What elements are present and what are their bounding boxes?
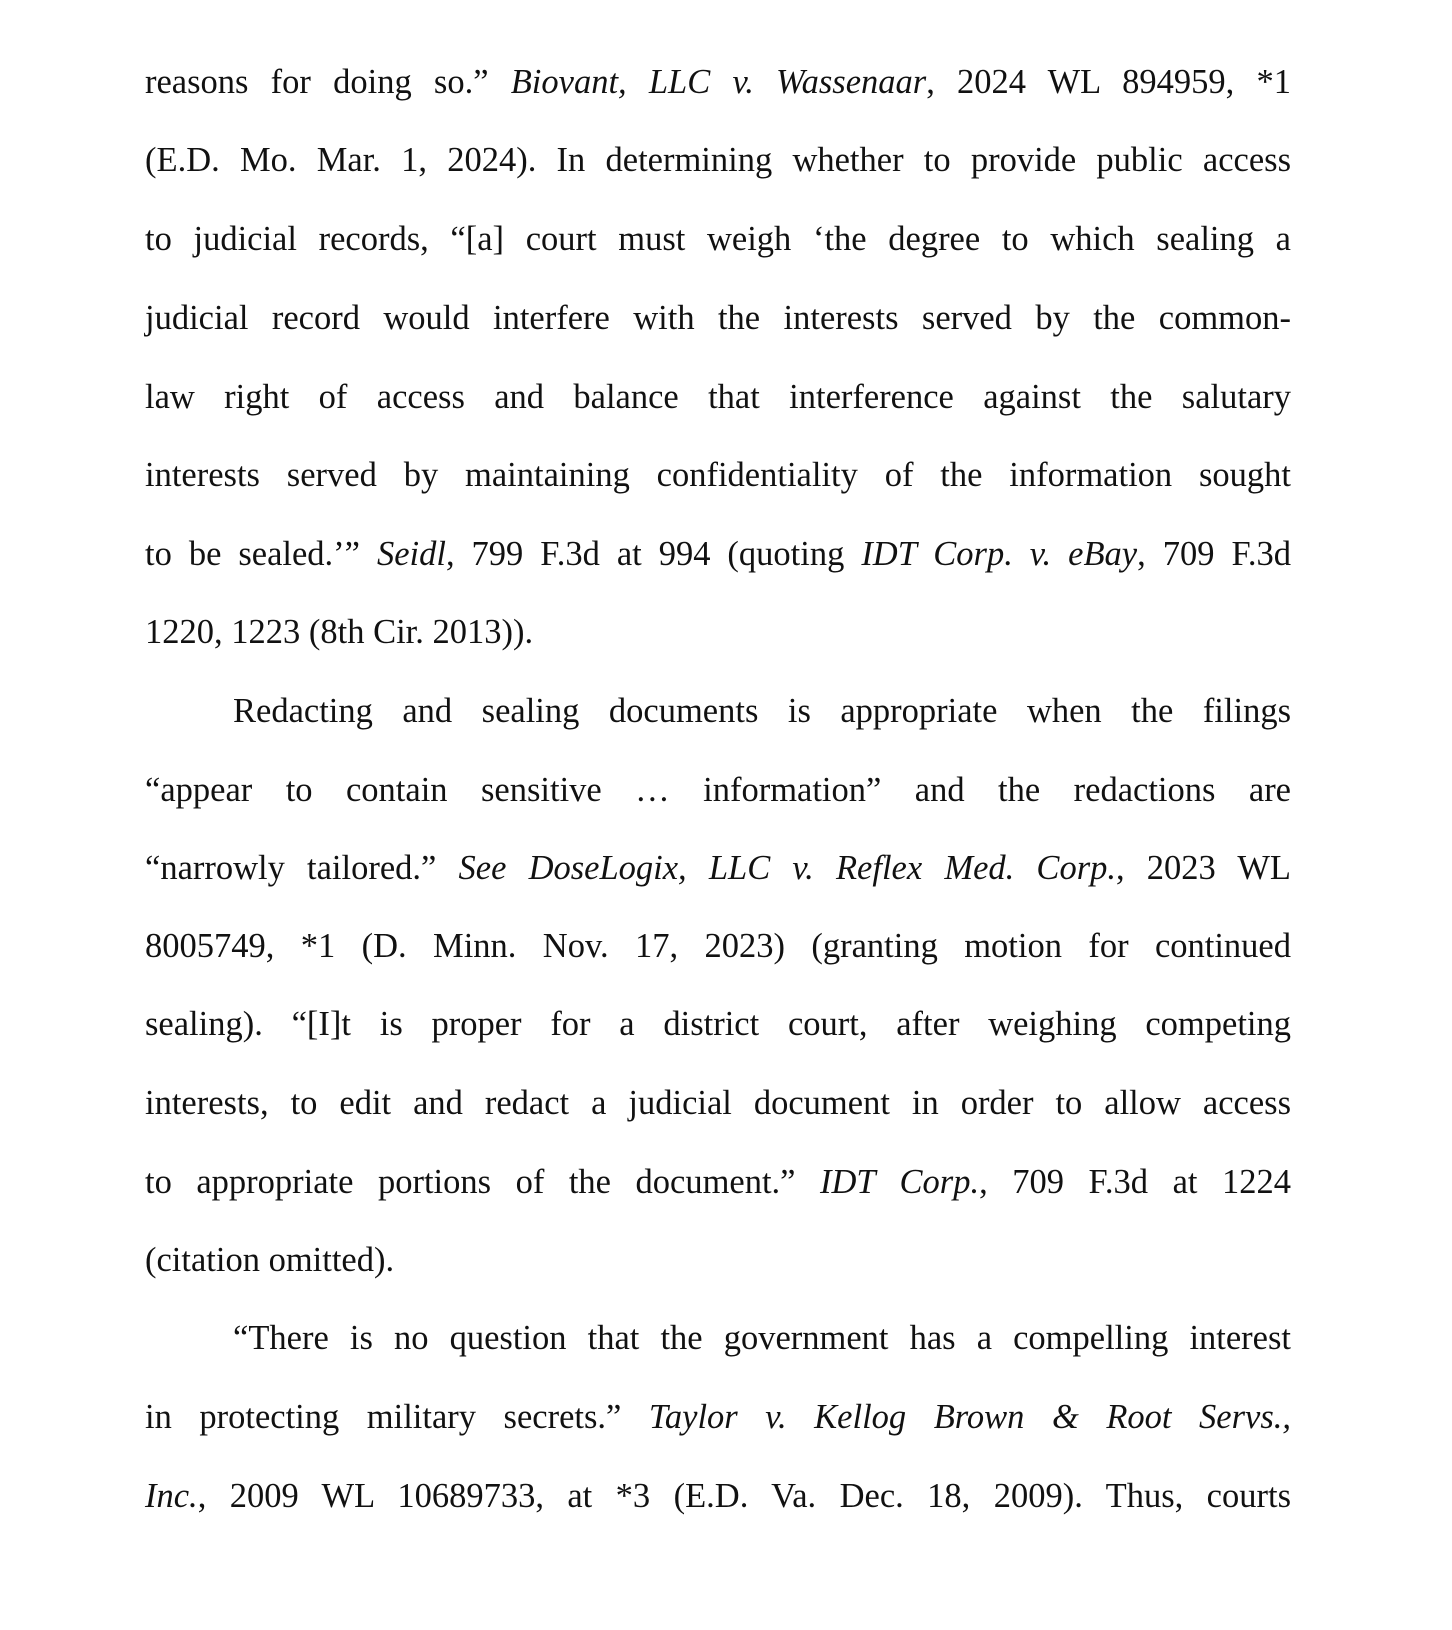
text-line (145, 770, 1291, 810)
text: “appear to contain sensitive … information” and the redactions are (145, 771, 1291, 809)
text-line (145, 1476, 1291, 1516)
text: , 2023 WL (1116, 849, 1291, 887)
text-line (145, 534, 1291, 574)
text: , 2009 WL 10689733, at *3 (E.D. Va. Dec. 18, 2009). Thus, courts (197, 1477, 1291, 1515)
text-line (145, 62, 1291, 102)
text-line (145, 926, 1291, 966)
case-name: IDT Corp. v. eBay (861, 535, 1138, 573)
text: reasons for doing so.” (145, 63, 511, 101)
text: to judicial records, “[a] court must weigh ‘the degree to which sealing a (145, 220, 1291, 258)
text: , 2024 WL 894959, *1 (926, 63, 1292, 101)
text: , 709 F.3d at 1224 (979, 1163, 1291, 1201)
text: 8005749, *1 (D. Minn. Nov. 17, 2023) (granting motion for continued (145, 927, 1291, 965)
text: to appropriate portions of the document.” (145, 1163, 821, 1201)
text: judicial record would interfere with the interests served by the common- (145, 299, 1291, 337)
text: interests, to edit and redact a judicial document in order to allow access (145, 1084, 1291, 1122)
case-name: Seidl (376, 535, 446, 573)
text: (E.D. Mo. Mar. 1, 2024). In determining whether to provide public access (145, 141, 1291, 179)
text: (citation omitted). (145, 1241, 395, 1279)
case-name: Inc. (145, 1477, 198, 1515)
case-name: IDT Corp. (820, 1163, 980, 1201)
text: interests served by maintaining confidentiality of the information sought (145, 456, 1291, 494)
text-line (145, 377, 1291, 417)
text: Redacting and sealing documents is appropriate when the filings (233, 692, 1291, 730)
text-line (145, 219, 1291, 259)
text: to be sealed.’” (145, 535, 377, 573)
paragraph-first-line (233, 691, 1291, 731)
text: in protecting military secrets.” (145, 1398, 649, 1436)
case-name: Biovant, LLC v. Wassenaar (510, 63, 927, 101)
text-line (145, 455, 1291, 495)
text-line (145, 1397, 1291, 1437)
text-line (145, 1083, 1291, 1123)
case-name: Taylor v. Kellog Brown & Root Servs., (648, 1398, 1291, 1436)
text: , 709 F.3d (1137, 535, 1291, 573)
text: 1220, 1223 (8th Cir. 2013)). (145, 613, 534, 651)
text-line (145, 1162, 1291, 1202)
text-line (145, 1004, 1291, 1044)
text-line (145, 140, 1291, 180)
text: sealing). “[I]t is proper for a district court, after weighing competing (145, 1005, 1291, 1043)
text: “There is no question that the government has a compelling interest (233, 1319, 1291, 1357)
paragraph-first-line (233, 1318, 1291, 1358)
text: “narrowly tailored.” (145, 849, 459, 887)
text-line (145, 298, 1291, 338)
text-line (145, 1240, 1291, 1280)
text-line (145, 612, 1291, 652)
text-line (145, 848, 1291, 888)
text: , 799 F.3d at 994 (quoting (445, 535, 862, 573)
text: law right of access and balance that interference against the salutary (145, 378, 1291, 416)
case-name: See DoseLogix, LLC v. Reflex Med. Corp. (458, 849, 1116, 887)
